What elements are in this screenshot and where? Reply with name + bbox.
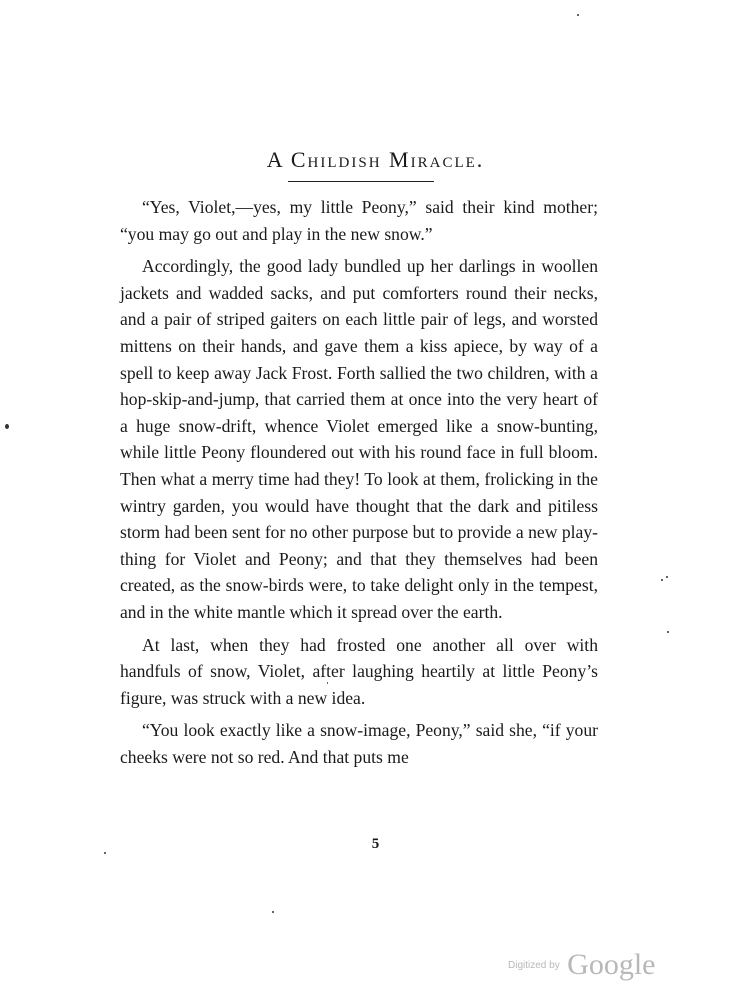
scan-speck: [5, 424, 9, 429]
scan-speck: [272, 911, 274, 913]
scan-speck: [661, 579, 663, 581]
google-logo: Google: [567, 948, 656, 981]
chapter-title: A Childish Miracle.: [266, 147, 485, 172]
scan-speck: [577, 14, 579, 16]
scan-speck: [104, 852, 106, 854]
paragraph: At last, when they had frosted one another all over with handfuls of snow, Violet, after laughing heartily at little Peony’s figure, was struck with a new idea.: [120, 634, 598, 708]
paragraph: Accordingly, the good lady bundled up her darlings in woollen jackets and wadded sacks, and put comforters round their necks, and a pair of striped gaiters on each little pair of legs, and worsted mittens on their hands, and gave them a kiss apiece, by way of a spell to keep away Jack Frost. Forth sallied the two children, with a hop-skip-and-jump, that carried them at once into the very heart of a huge snow-drift, whence Violet emerged like a snow-bunting, while little Peony floundered out with his round face in full bloom. Then what a merry time had they! To look at them, frolicking in the wintry garden, you would have thought that the dark and pitiless storm had been sent for no other purpose but to provide a new play-thing for Violet and Peony; and that they themselves had been created, as the snow-birds were, to take delight only in the tempest, and in the white mantle which it spread over the earth.: [120, 256, 598, 622]
watermark-prefix: Digitized by: [508, 959, 560, 971]
page-number: 5: [371, 836, 380, 852]
scan-speck: [327, 682, 328, 684]
title-rule: [288, 181, 434, 182]
scan-speck: [667, 631, 669, 633]
paragraph: “Yes, Violet,—yes, my little Peony,” said their kind mother; “you may go out and play in the new snow.”: [120, 197, 598, 244]
body-text: [120, 194, 598, 770]
scan-speck: [666, 576, 668, 578]
digitized-watermark: [508, 948, 655, 988]
paragraph: “You look exactly like a snow-image, Peony,” said she, “if your cheeks were not so red. And that puts me: [120, 720, 598, 767]
